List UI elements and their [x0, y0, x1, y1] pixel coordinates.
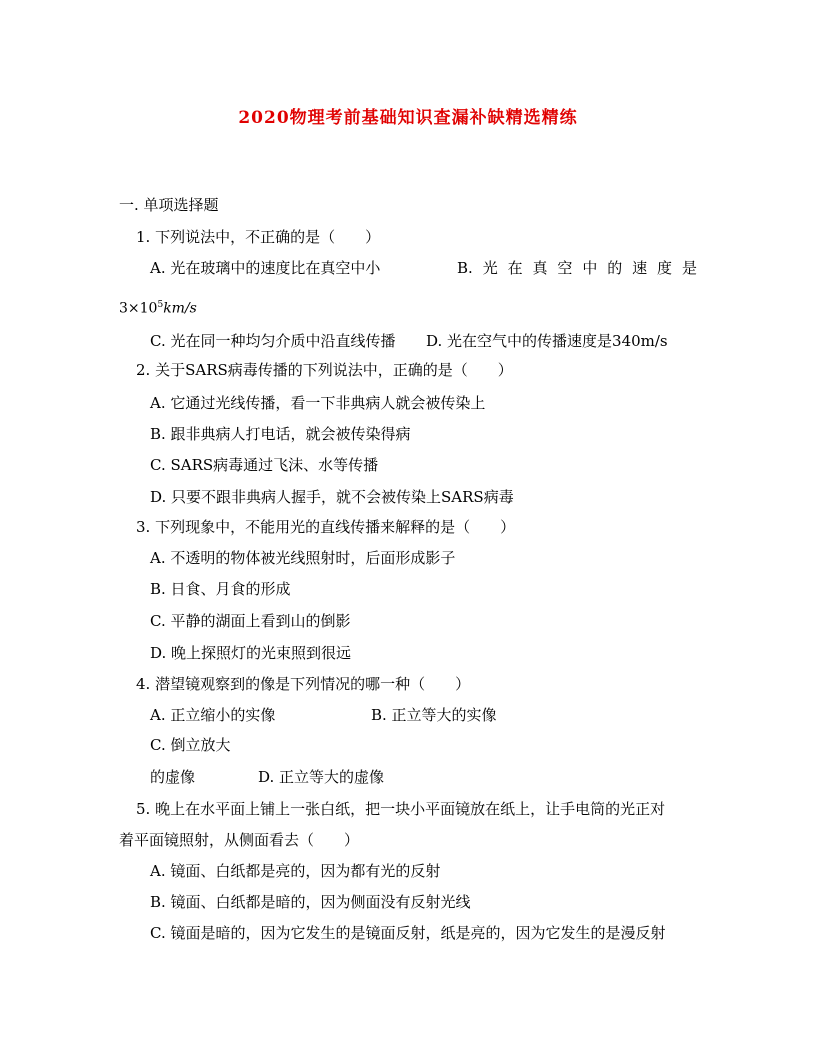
- speed-exponent: 5: [157, 300, 164, 310]
- q2-option-b: B. 跟非典病人打电话，就会被传染得病: [150, 425, 411, 443]
- q1-b-char: 度: [657, 259, 673, 277]
- q3-stem: 3. 下列现象中，不能用光的直线传播来解释的是（ ）: [136, 518, 516, 536]
- q2-option-a: A. 它通过光线传播，看一下非典病人就会被传染上: [150, 394, 486, 412]
- q4-option-d: D. 正立等大的虚像: [258, 768, 385, 786]
- speed-base: 3×10: [119, 300, 158, 317]
- q1-option-a: A. 光在玻璃中的速度比在真空中小: [150, 259, 381, 277]
- q1-stem: 1. 下列说法中，不正确的是（ ）: [136, 228, 381, 246]
- q1-b-char: 光: [482, 259, 498, 277]
- q1-b-char: 速: [632, 259, 648, 277]
- q2-option-c: C. SARS病毒通过飞沫、水等传播: [150, 456, 379, 474]
- q1-option-c: C. 光在同一种均匀介质中沿直线传播: [150, 332, 396, 350]
- section-heading: 一. 单项选择题: [119, 196, 219, 214]
- q1-b-char: 空: [557, 259, 573, 277]
- q3-option-a: A. 不透明的物体被光线照射时，后面形成影子: [150, 549, 456, 567]
- q1-option-d: D. 光在空气中的传播速度是340m/s: [426, 332, 668, 350]
- page-title: 2020物理考前基础知识查漏补缺精选精练: [238, 108, 578, 128]
- q1-b-char: 在: [507, 259, 523, 277]
- q1-option-b: [457, 257, 697, 279]
- q4-option-c: C. 倒立放大: [150, 736, 231, 754]
- q3-option-d: D. 晚上探照灯的光束照到很远: [150, 644, 352, 662]
- q4-option-a: A. 正立缩小的实像: [150, 706, 276, 724]
- q1-b-char: B.: [457, 259, 473, 277]
- q5-stem-continued: 着平面镜照射，从侧面看去（ ）: [119, 831, 360, 849]
- q5-stem: 5. 晚上在水平面上铺上一张白纸，把一块小平面镜放在纸上，让手电筒的光正对: [136, 800, 666, 818]
- q1-option-b-value: [119, 294, 197, 320]
- speed-unit: km/s: [163, 300, 197, 317]
- q3-option-c: C. 平静的湖面上看到山的倒影: [150, 612, 351, 630]
- q4-option-b: B. 正立等大的实像: [371, 706, 497, 724]
- q4-option-c-continued: 的虚像: [150, 768, 196, 786]
- q4-stem: 4. 潜望镜观察到的像是下列情况的哪一种（ ）: [136, 675, 471, 693]
- q1-b-char: 中: [582, 259, 598, 277]
- q3-option-b: B. 日食、月食的形成: [150, 580, 291, 598]
- q2-option-d: D. 只要不跟非典病人握手，就不会被传染上SARS病毒: [150, 488, 514, 506]
- q2-stem: 2. 关于SARS病毒传播的下列说法中，正确的是（ ）: [136, 361, 513, 379]
- q5-option-c: C. 镜面是暗的，因为它发生的是镜面反射，纸是亮的，因为它发生的是漫反射: [150, 924, 666, 942]
- q5-option-b: B. 镜面、白纸都是暗的，因为侧面没有反射光线: [150, 893, 471, 911]
- q1-b-char: 是: [681, 259, 697, 277]
- q5-option-a: A. 镜面、白纸都是亮的，因为都有光的反射: [150, 862, 441, 880]
- q1-b-char: 的: [607, 259, 623, 277]
- q1-b-char: 真: [532, 259, 548, 277]
